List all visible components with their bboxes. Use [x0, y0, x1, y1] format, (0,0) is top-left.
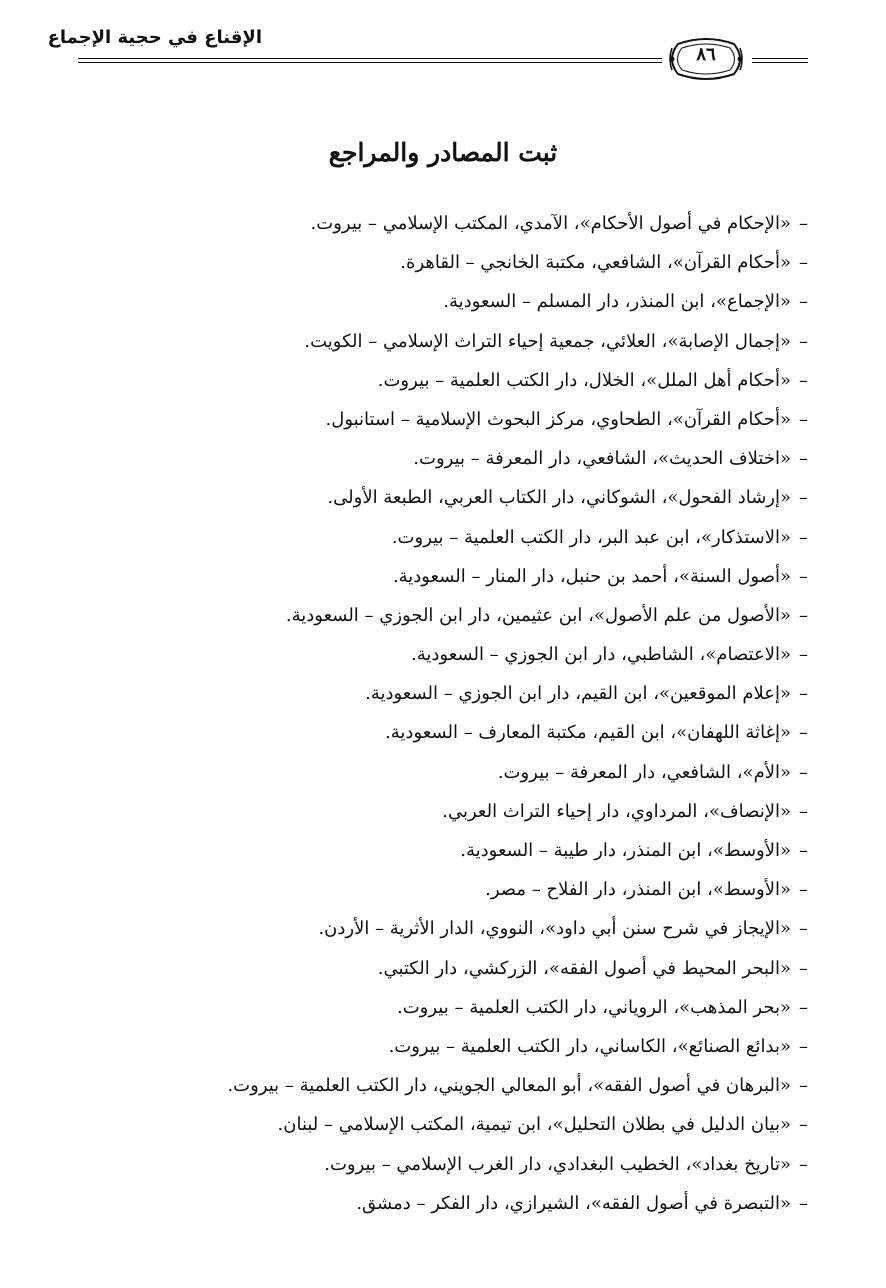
reference-item: –«الاستذكار»، ابن عبد البر، دار الكتب العلمية – بيروت. [391, 526, 808, 548]
section-title: ثبت المصادر والمراجع [328, 138, 558, 167]
reference-item: –«إرشاد الفحول»، الشوكاني، دار الكتاب العربي، الطبعة الأولى. [327, 487, 808, 509]
page-number: ٨٦ [696, 44, 716, 65]
reference-item: –«التبصرة في أصول الفقه»، الشيرازي، دار الفكر – دمشق. [356, 1192, 808, 1214]
header-rule [78, 58, 662, 59]
reference-item: –«الأصول من علم الأصول»، ابن عثيمين، دار ابن الجوزي – السعودية. [285, 604, 808, 626]
reference-item: –«الاعتصام»، الشاطبي، دار ابن الجوزي – السعودية. [411, 644, 808, 666]
reference-item: –«بحر المذهب»، الروياني، دار الكتب العلمية – بيروت. [397, 996, 808, 1018]
reference-item: –«الإحكام في أصول الأحكام»، الآمدي، المكتب الإسلامي – بيروت. [310, 213, 808, 234]
running-title: الإقناع في حجية الإجماع [47, 27, 262, 48]
header-rule [78, 62, 662, 63]
reference-item: –«الإنصاف»، المرداوي، دار إحياء التراث العربي. [442, 800, 808, 822]
page-header [0, 0, 886, 90]
reference-item: –«بدائع الصنائع»، الكاساني، دار الكتب العلمية – بيروت. [388, 1035, 808, 1057]
reference-item: –«الأوسط»، ابن المنذر، دار الفلاح – مصر. [485, 879, 808, 901]
header-rule-right [752, 62, 808, 63]
reference-item: –«الأوسط»، ابن المنذر، دار طيبة – السعودية. [460, 840, 808, 861]
reference-item: –«إجمال الإصابة»، العلائي، جمعية إحياء التراث الإسلامي – الكويت. [304, 330, 808, 352]
reference-item: –«أصول السنة»، أحمد بن حنبل، دار المنار – السعودية. [392, 565, 808, 587]
reference-item: –«الإيجاز في شرح سنن أبي داود»، النووي، الدار الأثرية – الأردن. [318, 918, 808, 940]
reference-item: –«أحكام القرآن»، الطحاوي، مركز البحوث الإسلامية – استانبول. [325, 408, 808, 430]
reference-item: –«البرهان في أصول الفقه»، أبو المعالي الجويني، دار الكتب العلمية – بيروت. [227, 1075, 808, 1097]
reference-item: –«اختلاف الحديث»، الشافعي، دار المعرفة – بيروت. [413, 448, 808, 470]
reference-item: –«بيان الدليل في بطلان التحليل»، ابن تيمية، المكتب الإسلامي – لبنان. [277, 1114, 808, 1136]
reference-item: –«إعلام الموقعين»، ابن القيم، دار ابن الجوزي – السعودية. [365, 683, 808, 705]
reference-item: –«تاريخ بغداد»، الخطيب البغدادي، دار الغرب الإسلامي – بيروت. [324, 1153, 808, 1175]
reference-item: –«الإجماع»، ابن المنذر، دار المسلم – السعودية. [443, 291, 808, 313]
reference-list [68, 204, 808, 1223]
reference-item: –«الأم»، الشافعي، دار المعرفة – بيروت. [497, 761, 808, 783]
reference-item: –«أحكام القرآن»، الشافعي، مكتبة الخانجي – القاهرة. [400, 252, 808, 274]
reference-item: –«أحكام أهل الملل»، الخلال، دار الكتب العلمية – بيروت. [377, 369, 808, 391]
header-rule-right [752, 58, 808, 59]
reference-item: –«البحر المحيط في أصول الفقه»، الزركشي، دار الكتبي. [377, 957, 808, 979]
reference-item: –«إغاثة اللهفان»، ابن القيم، مكتبة المعارف – السعودية. [385, 722, 808, 744]
